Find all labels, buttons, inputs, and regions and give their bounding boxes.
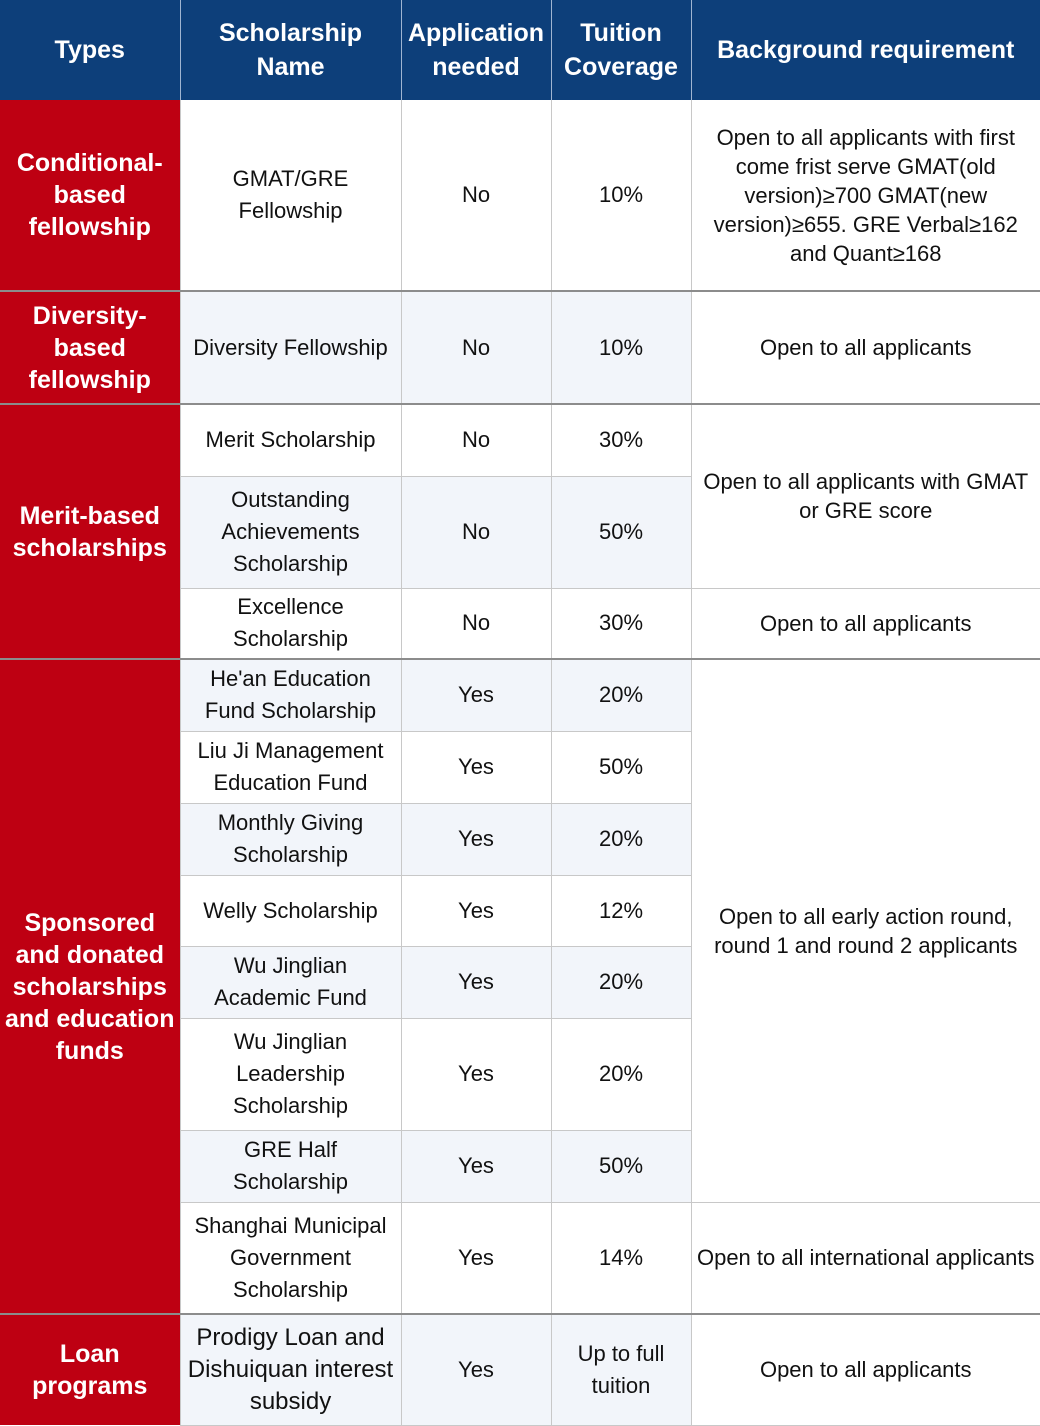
scholarship-name-cell: Liu Ji Management Education Fund	[180, 731, 401, 803]
type-cell: Loan programs	[0, 1314, 180, 1425]
scholarship-name-cell: Welly Scholarship	[180, 875, 401, 946]
scholarship-name-cell: GRE Half Scholarship	[180, 1130, 401, 1202]
application-cell: No	[401, 588, 551, 659]
scholarship-name-cell: Monthly Giving Scholarship	[180, 803, 401, 875]
application-cell: Yes	[401, 659, 551, 731]
header-scholarship-name: Scholarship Name	[180, 0, 401, 100]
scholarship-name-cell: Wu Jinglian Leadership Scholarship	[180, 1018, 401, 1130]
application-cell: Yes	[401, 803, 551, 875]
requirement-cell: Open to all applicants with GMAT or GRE score	[691, 404, 1040, 588]
scholarship-name-cell: Shanghai Municipal Government Scholarship	[180, 1202, 401, 1314]
coverage-cell: 30%	[551, 588, 691, 659]
header-tuition-coverage: Tuition Coverage	[551, 0, 691, 100]
scholarship-name-cell: Wu Jinglian Academic Fund	[180, 946, 401, 1018]
scholarship-name-cell: He'an Education Fund Scholarship	[180, 659, 401, 731]
coverage-cell: 12%	[551, 875, 691, 946]
coverage-cell: Up to full tuition	[551, 1314, 691, 1425]
type-cell: Diversity-based fellowship	[0, 291, 180, 404]
coverage-cell: 20%	[551, 946, 691, 1018]
application-cell: No	[401, 291, 551, 404]
application-cell: Yes	[401, 1018, 551, 1130]
coverage-cell: 30%	[551, 404, 691, 476]
requirement-cell: Open to all early action round, round 1 and round 2 applicants	[691, 659, 1040, 1202]
type-cell: Merit-based scholarships	[0, 404, 180, 659]
application-cell: Yes	[401, 946, 551, 1018]
coverage-cell: 20%	[551, 1018, 691, 1130]
requirement-cell: Open to all international applicants	[691, 1202, 1040, 1314]
table-row	[0, 659, 1040, 731]
scholarship-name-cell: Outstanding Achievements Scholarship	[180, 476, 401, 588]
table-row	[0, 291, 1040, 404]
requirement-cell: Open to all applicants with first come frist serve GMAT(old version)≥700 GMAT(new version)≥655. GRE Verbal≥162 and Quant≥168	[691, 100, 1040, 291]
scholarship-name-cell: GMAT/GRE Fellowship	[180, 100, 401, 291]
application-cell: Yes	[401, 731, 551, 803]
application-cell: No	[401, 404, 551, 476]
header-application-needed: Application needed	[401, 0, 551, 100]
coverage-cell: 20%	[551, 659, 691, 731]
scholarship-name-cell: Excellence Scholarship	[180, 588, 401, 659]
coverage-cell: 10%	[551, 100, 691, 291]
scholarship-name-cell: Prodigy Loan and Dishuiquan interest subsidy	[180, 1314, 401, 1425]
header-types: Types	[0, 0, 180, 100]
requirement-cell: Open to all applicants	[691, 291, 1040, 404]
coverage-cell: 10%	[551, 291, 691, 404]
application-cell: Yes	[401, 1314, 551, 1425]
scholarship-name-cell: Diversity Fellowship	[180, 291, 401, 404]
application-cell: No	[401, 476, 551, 588]
scholarship-name-cell: Merit Scholarship	[180, 404, 401, 476]
coverage-cell: 50%	[551, 731, 691, 803]
table-row	[0, 404, 1040, 476]
coverage-cell: 50%	[551, 1130, 691, 1202]
coverage-cell: 50%	[551, 476, 691, 588]
header-row	[0, 0, 1040, 100]
table-row	[0, 1314, 1040, 1425]
coverage-cell: 20%	[551, 803, 691, 875]
application-cell: Yes	[401, 1130, 551, 1202]
type-cell: Sponsored and donated scholarships and education funds	[0, 659, 180, 1314]
application-cell: No	[401, 100, 551, 291]
application-cell: Yes	[401, 1202, 551, 1314]
coverage-cell: 14%	[551, 1202, 691, 1314]
type-cell: Conditional-based fellowship	[0, 100, 180, 291]
requirement-cell: Open to all applicants	[691, 588, 1040, 659]
header-background-requirement: Background requirement	[691, 0, 1040, 100]
requirement-cell: Open to all applicants	[691, 1314, 1040, 1425]
application-cell: Yes	[401, 875, 551, 946]
table-row	[0, 100, 1040, 291]
